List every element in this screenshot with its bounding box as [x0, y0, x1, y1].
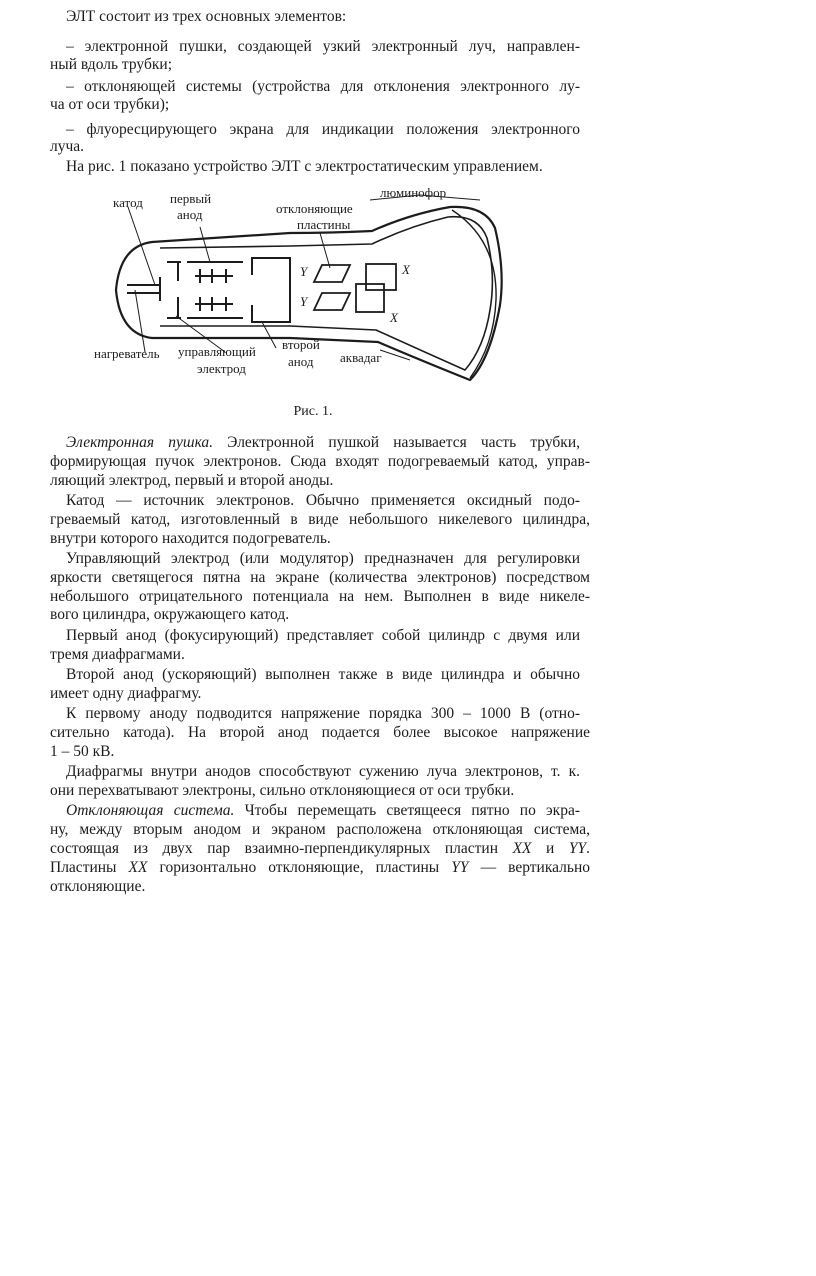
p3-line-2: яркости светящегося пятна на экране (количества электронов) посредством [50, 569, 590, 586]
p8-line-3 [50, 839, 590, 859]
label-y-upper: Y [300, 264, 308, 279]
p2-line-3: внутри которого находится подогреватель. [50, 530, 331, 547]
p6-line-2: сительно катода). На второй анод подается более высокое напряжение [50, 724, 590, 741]
p8-line-5: отклоняющие. [50, 878, 146, 895]
intro-line-1: ЭЛТ состоит из трех основных элементов: [66, 8, 347, 25]
p7-line-2: они перехватывают электроны, сильно отклоняющиеся от оси трубки. [50, 782, 515, 799]
second-anode [252, 258, 290, 322]
p4-line-2: тремя диафрагмами. [50, 646, 185, 663]
p8-line-3-b: и [531, 840, 569, 857]
crt-diagram [0, 0, 816, 420]
p8-yy-1: YY [568, 840, 587, 857]
leader-akvadag [380, 350, 410, 360]
p8-line-2: ну, между вторым анодом и экраном расположена отклоняющая система, [50, 821, 590, 838]
leader-nagrevatel [135, 290, 145, 352]
p8-line-4-c: — вертикально [468, 859, 591, 876]
intro-line-3: ный вдоль трубки; [50, 56, 172, 73]
label-y-lower: Y [300, 294, 308, 309]
p5-line-2: имеет одну диафрагму. [50, 685, 202, 702]
p1-line-3: ляющий электрод, первый и второй аноды. [50, 472, 334, 489]
p8-yy-2: YY [451, 859, 469, 876]
y-plate-lower [314, 293, 350, 310]
label-elektrod: электрод [197, 361, 246, 376]
intro-line-8: На рис. 1 показано устройство ЭЛТ с электростатическим управлением. [66, 158, 543, 175]
label-nagrevatel: нагреватель [94, 346, 160, 361]
p1-line-2: формирующая пучок электронов. Сюда входят подогреваемый катод, управ- [50, 453, 590, 470]
intro-line-7: луча. [50, 138, 85, 155]
control-electrode [168, 262, 180, 318]
leader-plastiny [320, 233, 330, 268]
x-plate-lower [356, 284, 384, 312]
p5-line-1: Второй анод (ускоряющий) выполнен также в виде цилиндра и обычно [66, 666, 580, 683]
p1-line-1-text: Электронной пушкой называется часть трубки, [213, 434, 580, 451]
p3-line-4: вого цилиндра, окружающего катод. [50, 606, 290, 623]
label-perviy: первый [170, 191, 212, 206]
p8-line-1-text: Чтобы перемещать светящееся пятно по экра- [234, 802, 580, 819]
label-akvadag: аквадаг [340, 350, 382, 365]
label-vtoroy: второй [282, 337, 320, 352]
p8-line-1 [66, 801, 580, 821]
p2-line-1: Катод — источник электронов. Обычно применяется оксидный подо- [66, 492, 580, 509]
p3-line-3: небольшого отрицательного потенциала на нем. Выполнен в виде никеле- [50, 588, 590, 605]
label-lyuminofor: люминофор [380, 185, 447, 200]
p4-line-1: Первый анод (фокусирующий) представляет собой цилиндр с двумя или [66, 627, 580, 644]
p7-line-1: Диафрагмы внутри анодов способствуют сужению луча электронов, т. к. [66, 763, 580, 780]
leader-perviy-anod [200, 227, 210, 262]
p8-xx-2: XX [128, 859, 148, 876]
p8-line-3-c: . [586, 840, 590, 857]
intro-line-2: – электронной пушки, создающей узкий электронный луч, направлен- [66, 38, 580, 55]
p6-line-1: К первому аноду подводится напряжение порядка 300 – 1000 В (отно- [66, 705, 580, 722]
p8-heading: Отклоняющая система. [66, 802, 235, 819]
p3-line-1: Управляющий электрод (или модулятор) предназначен для регулировки [66, 550, 580, 567]
x-plate-upper [366, 264, 396, 290]
intro-line-4: – отклоняющей системы (устройства для отклонения электронного лу- [66, 78, 580, 95]
intro-line-5: ча от оси трубки); [50, 96, 170, 113]
label-plastiny: пластины [297, 217, 351, 232]
intro-line-6: – флуоресцирующего экрана для индикации положения электронного [66, 121, 580, 138]
p8-line-4-a: Пластины [50, 859, 129, 876]
label-x-lower: X [390, 310, 398, 325]
p2-line-2: греваемый катод, изготовленный в виде небольшого никелевого цилиндра, [50, 511, 590, 528]
label-anod: анод [177, 207, 203, 222]
p1-heading: Электронная пушка. [66, 434, 214, 451]
label-x-upper: X [402, 262, 410, 277]
p6-line-3: 1 – 50 кВ. [50, 743, 115, 760]
figure-caption: Рис. 1. [293, 404, 333, 419]
y-plate-upper [314, 265, 350, 282]
label-katod: катод [113, 195, 143, 210]
p8-xx-1: XX [512, 840, 532, 857]
label-otklonyayushchie: отклоняющие [276, 201, 353, 216]
first-anode [188, 262, 242, 318]
p1-line-1 [66, 433, 580, 453]
p8-line-3-a: состоящая из двух пар взаимно-перпендикулярных пластин [50, 840, 513, 857]
label-anod2: анод [288, 354, 314, 369]
leader-katod [128, 207, 155, 285]
label-upravlyayushchiy: управляющий [178, 344, 256, 359]
p8-line-4 [50, 858, 590, 878]
p8-line-4-b: горизонтально отклоняющие, пластины [147, 859, 452, 876]
phosphor-screen [452, 210, 496, 378]
